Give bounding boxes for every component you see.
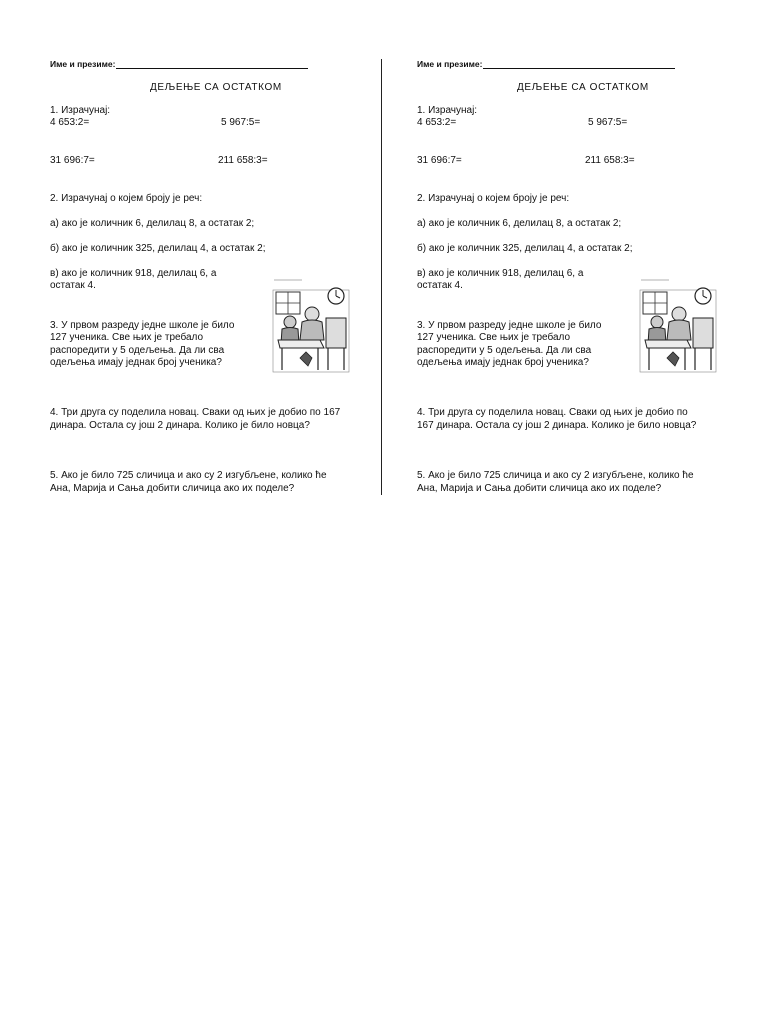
task4-line1: 4. Три друга су поделила новац. Сваки од њих је добио по	[417, 407, 688, 418]
task2-b: б) ако је количник 325, делилац 4, а остатак 2;	[50, 243, 266, 254]
task5-line2: Ана, Марија и Сања добити сличица ако их поделе?	[417, 483, 662, 494]
sheet-divider	[381, 59, 382, 495]
task3-line1: 3. У првом разреду једне школе је било	[50, 320, 235, 331]
task1-heading: 1. Израчунај:	[50, 105, 111, 116]
task5-line1: 5. Ако је било 725 сличица и ако су 2 изгубљене, колико ће	[417, 470, 694, 481]
task3-line3: распоредити у 5 одељења. Да ли сва	[50, 345, 225, 356]
task2-c-line2: остатак 4.	[417, 280, 463, 291]
task3-line1: 3. У првом разреду једне школе је било	[417, 320, 602, 331]
task1-heading: 1. Израчунај:	[417, 105, 478, 116]
task2-heading: 2. Израчунај о којем броју је реч:	[417, 193, 570, 204]
task5-line1: 5. Ако је било 725 сличица и ако су 2 изгубљене, колико ће	[50, 470, 327, 481]
worksheet-title: ДЕЉЕЊЕ СА ОСТАТКОМ	[150, 82, 282, 93]
task4-line2: 167 динара. Остала су још 2 динара. Колико је било новца?	[417, 420, 697, 431]
worksheet-left	[50, 0, 380, 500]
classroom-illustration	[639, 278, 717, 374]
name-label: Име и презиме:	[417, 59, 483, 69]
task2-b: б) ако је количник 325, делилац 4, а остатак 2;	[417, 243, 633, 254]
task2-heading: 2. Израчунај о којем броју је реч:	[50, 193, 203, 204]
task1-expr-a: 4 653:2=	[417, 117, 457, 128]
task1-expr-a: 4 653:2=	[50, 117, 90, 128]
worksheet-title: ДЕЉЕЊЕ СА ОСТАТКОМ	[517, 82, 649, 93]
task2-c-line1: в) ако је количник 918, делилац 6, а	[50, 268, 217, 279]
task3-line3: распоредити у 5 одељења. Да ли сва	[417, 345, 592, 356]
task2-a: а) ако је количник 6, делилац 8, а остатак 2;	[50, 218, 255, 229]
name-field	[417, 59, 675, 69]
task1-expr-b: 5 967:5=	[221, 117, 261, 128]
task4-line2: динара. Остала су још 2 динара. Колико је било новца?	[50, 420, 310, 431]
name-field	[50, 59, 308, 69]
classroom-illustration	[272, 278, 350, 374]
task5-line2: Ана, Марија и Сања добити сличица ако их поделе?	[50, 483, 295, 494]
task1-expr-b: 5 967:5=	[588, 117, 628, 128]
name-blank-line	[483, 60, 675, 69]
task3-line4: одељења имају једнак број ученика?	[417, 357, 589, 368]
task2-a: а) ако је количник 6, делилац 8, а остатак 2;	[417, 218, 622, 229]
task1-expr-d: 211 658:3=	[585, 155, 635, 166]
task2-c-line2: остатак 4.	[50, 280, 96, 291]
task3-line2: 127 ученика. Све њих је требало	[417, 332, 571, 343]
name-blank-line	[116, 60, 308, 69]
task3-line4: одељења имају једнак број ученика?	[50, 357, 222, 368]
task3-line2: 127 ученика. Све њих је требало	[50, 332, 204, 343]
name-label: Име и презиме:	[50, 59, 116, 69]
task1-expr-c: 31 696:7=	[417, 155, 462, 166]
task4-line1: 4. Три друга су поделила новац. Сваки од њих је добио по 167	[50, 407, 341, 418]
task2-c-line1: в) ако је количник 918, делилац 6, а	[417, 268, 584, 279]
worksheet-right	[417, 0, 747, 500]
task1-expr-d: 211 658:3=	[218, 155, 268, 166]
task1-expr-c: 31 696:7=	[50, 155, 95, 166]
